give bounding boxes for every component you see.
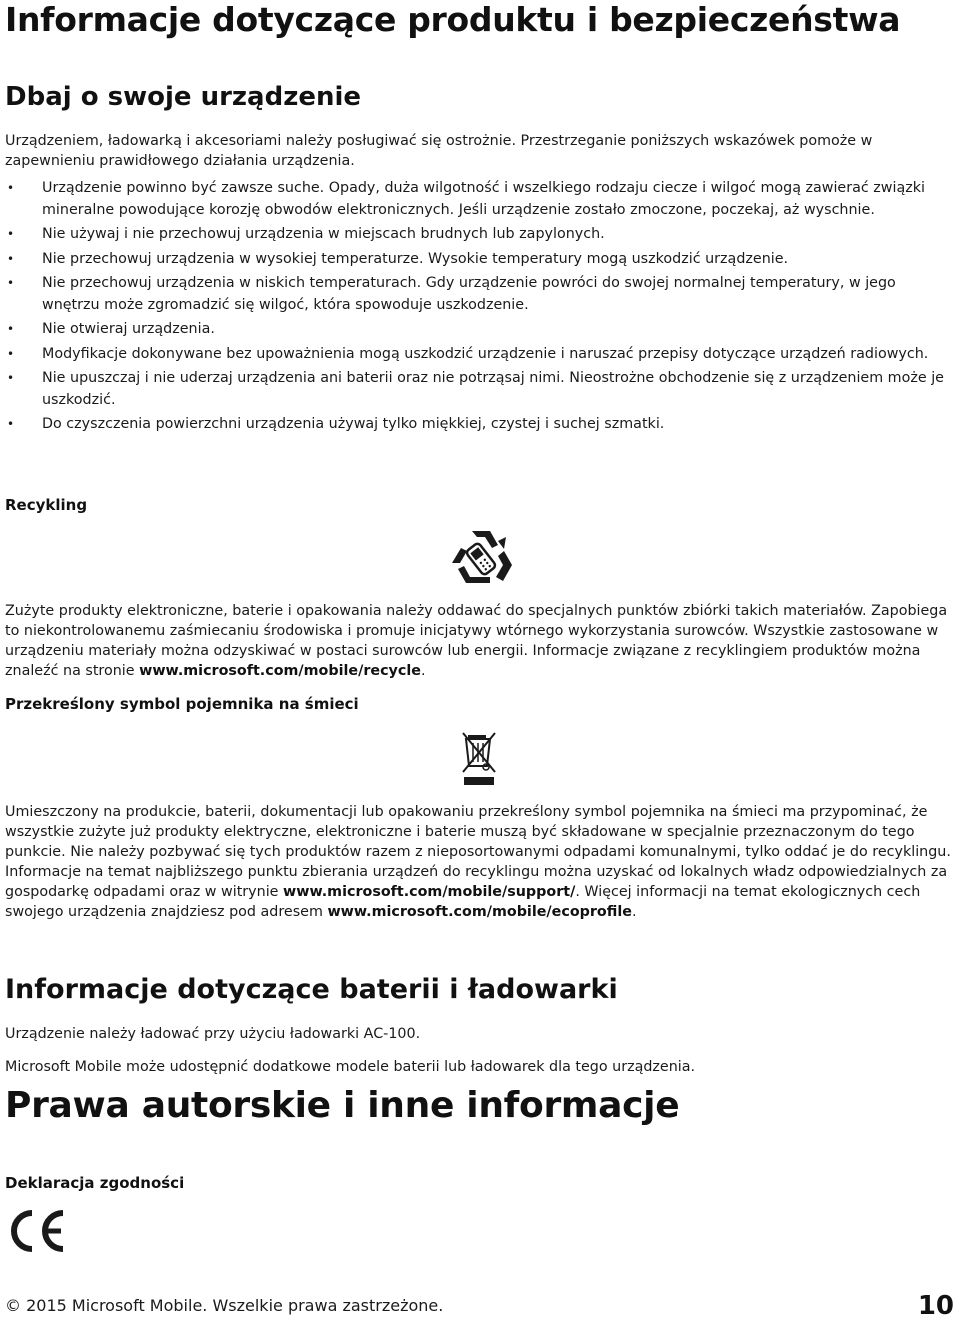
intro-paragraph: Urządzeniem, ładowarką i akcesoriami należy posługiwać się ostrożnie. Przestrzeganie poniższych wskazówek pomoże w zapewnieniu prawidłowego działania urządzenia. (5, 133, 873, 169)
recycle-phone-icon (448, 527, 514, 587)
list-item-text: Nie używaj i nie przechowuj urządzenia w miejscach brudnych lub zapylonych. (42, 226, 605, 242)
bin-text-mid: . Więcej informacji na temat ekologicznych cech swojego urządzenia znajdziesz pod adresem (5, 884, 921, 920)
copyright-heading: Prawa autorskie i inne informacje (5, 1085, 680, 1126)
section-heading-device-care: Dbaj o swoje urządzenie (5, 82, 362, 112)
list-item-text: Nie przechowuj urządzenia w wysokiej temperaturze. Wysokie temperatury mogą uszkodzić urządzenie. (42, 250, 789, 267)
list-item-text: Do czyszczenia powierzchni urządzenia używaj tylko miękkiej, czystej i suchej szmatki. (42, 416, 665, 432)
list-item (5, 224, 955, 246)
ecoprofile-link[interactable]: www.microsoft.com/mobile/ecoprofile (327, 904, 632, 920)
bullet-icon: • (7, 346, 15, 361)
list-item (5, 273, 955, 316)
list-item (5, 249, 955, 271)
bullet-icon: • (7, 276, 15, 290)
footer-text: 2015 Microsoft Mobile. Wszelkie prawa zastrzeżone. (26, 1296, 444, 1315)
page-title: Informacje dotyczące produktu i bezpieczeństwa (5, 0, 901, 39)
bullet-icon: • (7, 322, 15, 336)
list-item-text: Modyfikacje dokonywane bez upoważnienia mogą uszkodzić urządzenie i naruszać przepisy dotyczące urządzeń radiowych. (42, 345, 929, 362)
list-item (5, 319, 955, 341)
bin-heading: Przekreślony symbol pojemnika na śmieci (5, 695, 359, 713)
bullet-icon: • (7, 251, 15, 266)
footer-copyright (5, 1296, 443, 1315)
list-item (5, 344, 955, 366)
list-item-text: Urządzenie powinno być zawsze suche. Opady, duża wilgotność i wszelkiego rodzaju ciecze i wilgoć mogą zawierać związki mineralne powodujące korozję obwodów elektronicznych. Jeśli urządzenie zostało zmoczone, poczekaj, aż wyschnie. (42, 180, 925, 218)
bullet-icon: • (7, 371, 15, 385)
list-item-text: Nie otwieraj urządzenia. (42, 321, 215, 337)
recycling-text-end: . (420, 663, 426, 679)
support-link[interactable]: www.microsoft.com/mobile/support/ (283, 884, 576, 900)
declaration-heading: Deklaracja zgodności (5, 1174, 185, 1192)
bullet-icon: • (7, 227, 15, 241)
copyright-icon: © (5, 1296, 21, 1315)
bin-text: Umieszczony na produkcie, baterii, dokumentacji lub opakowaniu przekreślony symbol pojemnika na śmieci ma przypominać, że wszystkie zużyte już produkty elektryczne, elektroniczne i baterie muszą być składowane w specjalnie przeznaczonym do tego punkcie. Nie należy pozbywać się tych produktów razem z nieposortowanymi odpadami komunalnymi, tylko oddać je do recyklingu. Informacje na temat najbliższego punktu zbierania urządzeń do recyklingu można uzyskać od lokalnych władz odpowiedzialnych za gospodarkę odpadami oraz w witrynie (5, 804, 951, 900)
page-number: 10 (917, 1291, 954, 1321)
crossed-bin-icon (460, 730, 500, 786)
list-item (5, 414, 955, 436)
bin-paragraph (5, 802, 955, 922)
list-item (5, 368, 955, 411)
recycling-heading: Recykling (5, 496, 88, 514)
list-item-text: Nie przechowuj urządzenia w niskich temperaturach. Gdy urządzenie powróci do swojej normalnej temperatury, w jego wnętrzu może zgromadzić się wilgoć, która spowoduje uszkodzenie. (42, 275, 896, 313)
battery-paragraph-1: Urządzenie należy ładować przy użyciu ładowarki AC-100. (5, 1026, 421, 1042)
ce-mark-icon (5, 1208, 67, 1254)
list-item (5, 178, 955, 221)
list-item-text: Nie upuszczaj i nie uderzaj urządzenia ani baterii oraz nie potrząsaj nimi. Nieostrożne obchodzenie się z urządzeniem może je uszkodzić. (42, 370, 944, 408)
bullet-icon: • (7, 417, 15, 431)
bin-text-end: . (631, 904, 637, 920)
recycling-text: Zużyte produkty elektroniczne, baterie i opakowania należy oddawać do specjalnych punktów zbiórki takich materiałów. Zapobiega to niekontrolowanemu zaśmiecaniu środowiska i promuje inicjatywy wtórnego wykorzystania surowców. Wszystkie zastosowane w urządzeniu materiały można odzyskiwać w postaci surowców lub energii. Informacje związane z recyklingiem produktów można znaleźć na stronie (5, 603, 948, 679)
recycling-paragraph (5, 601, 955, 681)
bullet-icon: • (7, 181, 15, 195)
recycle-link[interactable]: www.microsoft.com/mobile/recycle (139, 663, 421, 679)
battery-paragraph-2: Microsoft Mobile może udostępnić dodatkowe modele baterii lub ładowarek dla tego urządzenia. (5, 1059, 696, 1075)
battery-heading: Informacje dotyczące baterii i ładowarki (5, 974, 618, 1005)
care-bullet-list (5, 178, 955, 439)
